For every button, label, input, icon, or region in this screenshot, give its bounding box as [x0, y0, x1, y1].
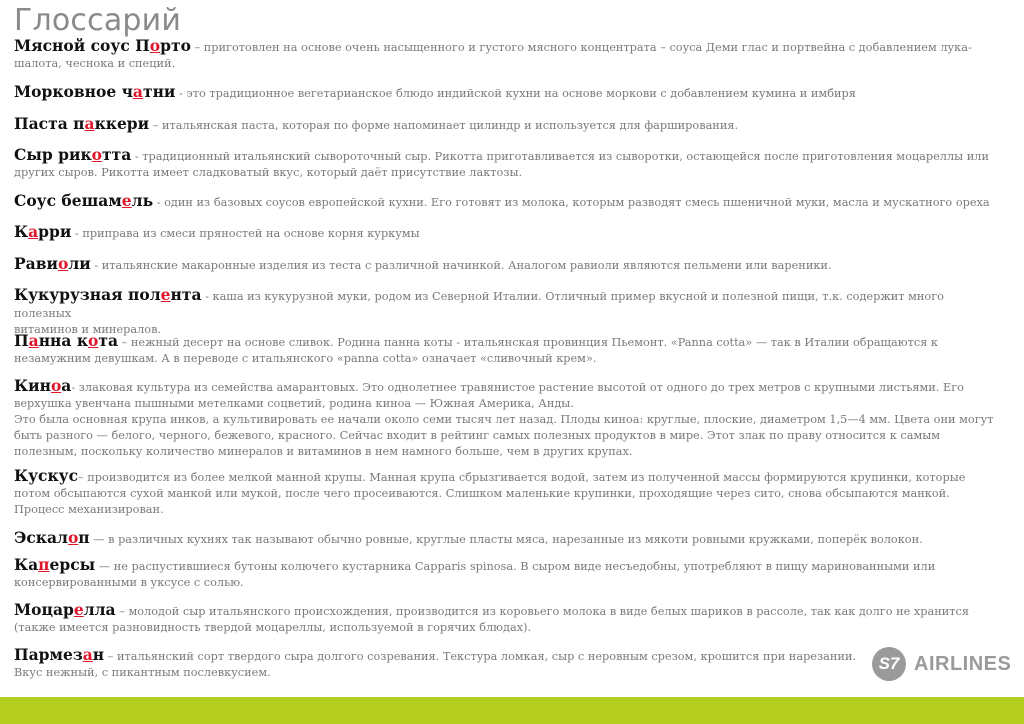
- definition: молодой сыр итальянского происхождения, производится из коровьего молока в виде белых шариков в рассоле, так как долго не хранится: [128, 605, 970, 618]
- term: Равиоли: [14, 254, 91, 273]
- glossary-entry: Моцарелла – молодой сыр итальянского происхождения, производится из коровьего молока в виде белых шариков в рассоле, так как долго не хранится (также имеется разновидность твердой моцареллы, используемой в горячих блюдах).: [14, 600, 970, 634]
- glossary-entry: Мясной соус Порто – приготовлен на основе очень насыщенного и густого мясного концентрата – соуса Деми глас и портвейна с добавлением лука- шалота, чеснока и специй.: [14, 36, 972, 70]
- glossary-entry: Карри - приправа из смеси пряностей на основе корня куркумы: [14, 222, 420, 241]
- stress-letter: о: [50, 376, 62, 395]
- stress-letter: п: [38, 555, 50, 574]
- glossary-entry: Сыр рикотта - традиционный итальянский сывороточный сыр. Рикотта приготавливается из сыворотки, остающейся после приготовления моцареллы или других сыров. Рикотта имеет сладковатый вкус, который даёт присутствие лактозы.: [14, 145, 989, 179]
- definition: один из базовых соусов европейской кухни. Его готовят из молока, которым разводят смесь пшеничной муки, масла и мускатного ореха: [164, 196, 990, 209]
- term: Панна кота: [14, 331, 119, 350]
- term: Эскалоп: [14, 528, 90, 547]
- term: Киноа: [14, 376, 72, 395]
- stress-letter: о: [91, 145, 102, 164]
- stress-letter: а: [84, 114, 95, 133]
- term: Пармезан: [14, 645, 105, 664]
- glossary-entry: Кукурузная полента - каша из кукурузной муки, родом из Северной Италии. Отличный пример вкусной и полезной пищи, т.к. содержит много полезных витаминов и минералов.: [14, 285, 944, 336]
- definition: это традиционное вегетарианское блюдо индийской кухни на основе моркови с добавлением кумина и имбиря: [186, 87, 856, 100]
- definition: приправа из смеси пряностей на основе корня куркумы: [82, 227, 420, 240]
- definition: итальянская паста, которая по форме напоминает цилиндр и используется для фарширования.: [162, 119, 739, 132]
- definition: не распустившиеся бутоны колючего кустарника Capparis spinosa. В сыром виде несъедобны, употребляют в пищу маринованными или: [113, 560, 936, 573]
- definition: традиционный итальянский сывороточный сыр. Рикотта приготавливается из сыворотки, остающейся после приготовления моцареллы или: [142, 150, 989, 163]
- glossary-entry: Пармезан – итальянский сорт твердого сыра долгого созревания. Текстура ломкая, сыр с неровным срезом, крошится при нарезании. Вкус нежный, с пикантным послевкусием.: [14, 645, 857, 679]
- term: Мясной соус Порто: [14, 36, 191, 55]
- term: Сыр рикотта: [14, 145, 132, 164]
- glossary-entry: Эскалоп — в различных кухнях так называют обычно ровные, круглые пласты мяса, нарезанные из мякоти ровными кружками, поперёк волокон.: [14, 528, 923, 547]
- definition: приготовлен на основе очень насыщенного и густого мясного концентрата – соуса Деми глас и портвейна с добавлением лука-: [203, 41, 972, 54]
- glossary-entry: Паста паккери – итальянская паста, которая по форме напоминает цилиндр и используется для фарширования.: [14, 114, 739, 133]
- term: Кускус: [14, 466, 79, 485]
- glossary-entry: Кускус– производится из более мелкой манной крупы. Манная крупа сбрызгивается водой, затем из полученной массы формируются крупинки, которые потом обсыпаются сухой манкой или мукой, после чего просеиваются. Слишком маленькие крупинки, проходящие через сито, снова обсыпаются манкой. Процесс механизирован.: [14, 466, 966, 516]
- term: Морковное чатни: [14, 82, 176, 101]
- definition: злаковая культура из семейства амарантовых. Это однолетнее травянистое растение высотой от одного до трех метров с крупными листьями. Его: [78, 381, 964, 394]
- stress-letter: а: [132, 82, 143, 101]
- stress-letter: о: [67, 528, 79, 547]
- page-title: Глоссарий: [14, 3, 182, 38]
- definition: производится из более мелкой манной крупы. Манная крупа сбрызгивается водой, затем из полученной массы формируются крупинки, которые: [87, 471, 966, 484]
- s7-logo-badge: S7: [872, 647, 906, 681]
- definition: в различных кухнях так называют обычно ровные, круглые пласты мяса, нарезанные из мякоти ровными кружками, поперёк волокон.: [108, 533, 923, 546]
- definition: нежный десерт на основе сливок. Родина панна коты - итальянская провинция Пьемонт. «Panna cotta» — так в Италии обращаются к: [130, 336, 938, 349]
- glossary-entry: Каперсы — не распустившиеся бутоны колючего кустарника Capparis spinosa. В сыром виде несъедобны, употребляют в пищу маринованными или консервированными в уксусе с солью.: [14, 555, 936, 589]
- glossary-entry: Соус бешамель - один из базовых соусов европейской кухни. Его готовят из молока, которым разводят смесь пшеничной муки, масла и мускатного ореха: [14, 191, 990, 210]
- term: Моцарелла: [14, 600, 116, 619]
- definition: итальянские макаронные изделия из теста с различной начинкой. Аналогом равиоли являются пельмени или вареники.: [101, 259, 832, 272]
- stress-letter: а: [28, 331, 39, 350]
- s7-airlines-logo: [872, 646, 1011, 682]
- glossary-entry: Равиоли - итальянские макаронные изделия из теста с различной начинкой. Аналогом равиоли являются пельмени или вареники.: [14, 254, 832, 273]
- definition: каша из кукурузной муки, родом из Северной Италии. Отличный пример вкусной и полезной пищи, т.к. содержит много полезных: [14, 290, 944, 320]
- stress-letter: а: [82, 645, 93, 664]
- term: Соус бешамель: [14, 191, 154, 210]
- footer-bar: [0, 697, 1024, 724]
- stress-letter: е: [73, 600, 84, 619]
- logo-wordmark: AIRLINES: [914, 652, 1012, 675]
- stress-letter: о: [149, 36, 161, 55]
- term: Карри: [14, 222, 72, 241]
- term: Паста паккери: [14, 114, 150, 133]
- stress-letter: е: [160, 285, 171, 304]
- stress-letter: е: [121, 191, 132, 210]
- glossary-entry: Киноа- злаковая культура из семейства амарантовых. Это однолетнее травянистое растение высотой от одного до трех метров с крупными листьями. Его верхушка увенчана пышными метелками соцветий, родина киноа — Южная Америка, Анды. Это была основная крупа инков, а культивировать ее начали около семи тысяч лет назад. Плоды киноа: круглые, плоские, диаметром 1,5—4 мм. Цвета они могут быть разного — белого, черного, бежевого, красного. Сейчас входит в рейтинг самых полезных продуктов в мире. Этот злак по праву относится к самым полезным, поскольку количество минералов и витаминов в нем намного больше, чем в других крупах.: [14, 376, 994, 458]
- term: Каперсы: [14, 555, 96, 574]
- stress-letter: а: [28, 222, 39, 241]
- definition: итальянский сорт твердого сыра долгого созревания. Текстура ломкая, сыр с неровным срезом, крошится при нарезании.: [117, 650, 857, 663]
- glossary-entry: Морковное чатни - это традиционное вегетарианское блюдо индийской кухни на основе моркови с добавлением кумина и имбиря: [14, 82, 856, 101]
- stress-letter: о: [88, 331, 99, 350]
- stress-letter: о: [57, 254, 69, 273]
- term: Кукурузная полента: [14, 285, 202, 304]
- glossary-entry: Панна кота – нежный десерт на основе сливок. Родина панна коты - итальянская провинция Пьемонт. «Panna cotta» — так в Италии обращаются к незамужним девушкам. А в переводе с итальянского «panna cotta» означает «сливочный крем».: [14, 331, 938, 365]
